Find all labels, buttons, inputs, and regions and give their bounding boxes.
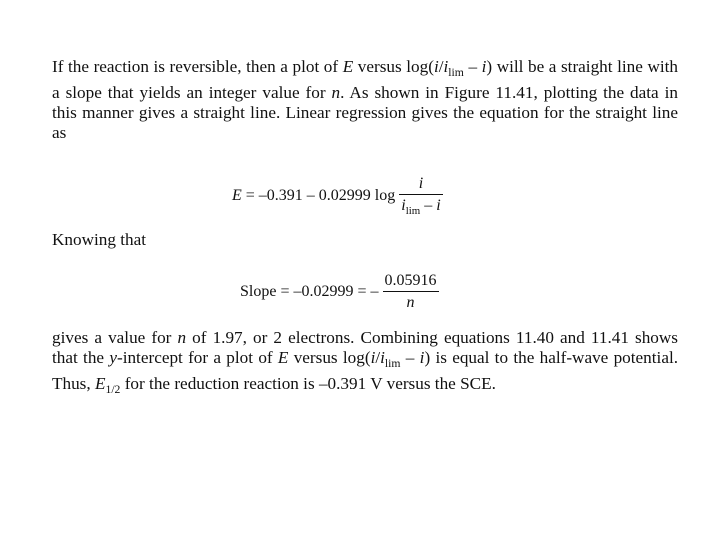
text: gives a value for (52, 328, 178, 347)
var-E: E (342, 57, 354, 76)
slash: / (375, 348, 381, 367)
text: Knowing that (52, 230, 147, 249)
equation-rhs: = –0.391 – 0.02999 log (241, 186, 400, 204)
fraction-numerator: i (418, 175, 424, 192)
var-E: E (277, 348, 289, 367)
subscript-half: 1/2 (105, 383, 121, 397)
subscript-lim: lim (448, 66, 464, 80)
text: versus log( (288, 348, 371, 367)
var-i: i (436, 197, 441, 214)
var-i: i (443, 57, 449, 76)
equation-linear-regression (232, 175, 443, 217)
text: ) is equal to the half-wave potential. Thus, (52, 348, 679, 394)
var-y: y (109, 348, 117, 367)
log-fraction (399, 175, 442, 217)
var-E: E (94, 374, 106, 394)
fraction-denominator (399, 194, 442, 217)
text: – (463, 57, 482, 76)
slope-fraction (383, 272, 439, 312)
var-i: i (401, 197, 406, 214)
var-i: i (380, 348, 385, 367)
text: of 1.97, or 2 electrons. Combining equations 11.40 and 11.41 shows that the (52, 328, 678, 367)
equation-rhs: = –0.02999 = – (276, 283, 383, 300)
equation-lhs: Slope (240, 283, 277, 300)
text: – (400, 348, 420, 367)
var-i: i (433, 57, 439, 76)
text: If the reaction is reversible, then a plot of (52, 57, 343, 76)
subscript-lim: lim (384, 357, 401, 371)
fraction-denominator: n (383, 291, 439, 312)
var-i: i (481, 57, 487, 76)
text: -intercept for a plot of (116, 348, 278, 367)
equation-slope (240, 272, 439, 312)
paragraph-conclusion (52, 328, 678, 400)
var-n: n (331, 83, 341, 103)
text: versus log( (353, 57, 434, 76)
subscript-lim: lim (405, 204, 421, 217)
fraction-numerator: 0.05916 (384, 272, 437, 289)
text: for the reduction reaction is –0.391 V versus the SCE. (120, 374, 496, 394)
minus: – (420, 197, 437, 214)
text: . As shown in Figure 11.41, plotting the data in this manner gives a straight line. Linear regression gives the equation for the straight line as (52, 83, 678, 143)
slash: / (438, 57, 444, 76)
var-i: i (370, 348, 376, 367)
text: ) will be a straight line with a slope that yields an integer value for (52, 57, 679, 103)
paragraph-knowing-that (52, 230, 678, 250)
var-n: n (177, 328, 187, 347)
paragraph-reversibility (52, 57, 678, 143)
equation-lhs: E (232, 186, 242, 204)
var-i: i (419, 348, 425, 367)
